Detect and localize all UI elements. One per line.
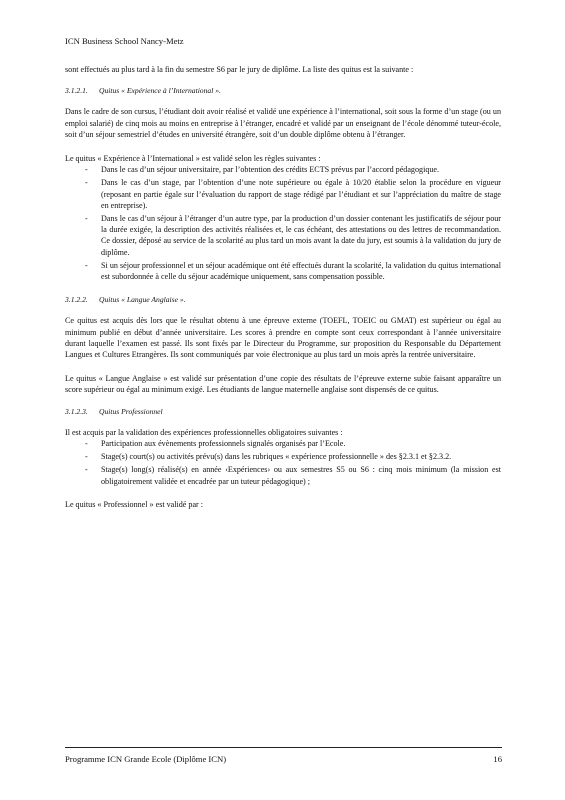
paragraph: Le quitus « Professionnel » est validé par : bbox=[65, 499, 204, 509]
list-item: - Stage(s) court(s) ou activités prévu(s) dans les rubriques « expérience professionnelle » des §2.3.1 et §2.3.2. bbox=[101, 451, 501, 462]
rules-list bbox=[65, 164, 501, 282]
section-number: 3.1.2.3. bbox=[65, 406, 88, 416]
section-title: Quitus « Langue Anglaise ». bbox=[99, 295, 186, 305]
section-number: 3.1.2.2. bbox=[65, 295, 88, 305]
paragraph: Dans le cadre de son cursus, l’étudiant doit avoir réalisé et validé une expérience à l’international, soit sous la forme d’un stage (ou un emploi salarié) de cinq mois au moins en entreprise à l’étranger, encadré et validé par un enseignant de l’école dénommé tuteur-école, soit d’un séjour semestriel d’études en université étrangère, soit d’un double diplôme obtenu à l’étranger. bbox=[65, 107, 501, 139]
footer-program: Programme ICN Grande Ecole (Diplôme ICN) bbox=[65, 754, 227, 764]
page-number: 16 bbox=[493, 754, 502, 764]
paragraph: Le quitus « Expérience à l’International » est validé selon les règles suivantes : bbox=[65, 154, 321, 164]
list-item: - Dans le cas d’un séjour à l’étranger d’un autre type, par la production d’un dossier contenant les justificatifs de séjour pour la durée exigée, la description des activités réalisées et, le cas échéant, des attestations ou des lettres de recommandation. Ce dossier, déposé au service de la scolarité au plus tard un mois avant la date du jury, est soumis à la validation du jury de diplôme. bbox=[101, 213, 501, 258]
list-item: - Participation aux évènements professionnels signalés organisés par l’Ecole. bbox=[101, 438, 501, 449]
paragraph: Le quitus « Langue Anglaise » est validé sur présentation d’une copie des résultats de l’épreuve externe subie faisant apparaître un score supérieur ou égal au minimum exigé. Les étudiants de langue maternelle anglaise sont dispensés de ce quitus. bbox=[65, 374, 501, 395]
section-number: 3.1.2.1. bbox=[65, 86, 88, 96]
paragraph: Ce quitus est acquis dès lors que le résultat obtenu à une épreuve externe (TOEFL, TOEIC ou GMAT) est supérieur ou égal au minimum publié en début d’année universitaire. Les scores à prendre en compte sont ceux correspondant à l’année universitaire durant laquelle l’examen est passé. Ils sont fixés par le Directeur du Programme, sur proposition du Responsable du Département Langues et Cultures Etrangères. Ils sont communiqués par voie électronique au plus tard un mois après la rentrée universitaire. bbox=[65, 316, 501, 360]
paragraph: Il est acquis par la validation des expériences professionnelles obligatoires suivantes : bbox=[65, 427, 343, 437]
page-body bbox=[65, 64, 501, 510]
list-item: - Dans le cas d’un stage, par l’obtention d’une note supérieure ou égale à 10/20 établie selon la procédure en vigueur (reposant en partie égale sur l’évaluation du rapport de stage rédigé par l’étudiant et sur l’appréciation du maître de stage en entreprise). bbox=[101, 177, 501, 211]
list-item: - Dans le cas d’un séjour universitaire, par l’obtention des crédits ECTS prévus par l’accord pédagogique. bbox=[101, 164, 501, 175]
section-heading-international bbox=[65, 85, 501, 96]
professional-list bbox=[65, 438, 501, 487]
footer-divider bbox=[65, 747, 502, 748]
intro-paragraph: sont effectués au plus tard à la fin du semestre S6 par le jury de diplôme. La liste des quitus est la suivante : bbox=[65, 65, 414, 74]
list-item: - Stage(s) long(s) réalisé(s) en année ‹Expériences› ou aux semestres S5 ou S6 : cinq mois minimum (la mission est obligatoirement validée et encadrée par un tuteur pédagogique) ; bbox=[101, 464, 501, 486]
section-heading-professional bbox=[65, 406, 501, 417]
section-title: Quitus « Expérience à l’International ». bbox=[99, 86, 221, 96]
section-heading-english bbox=[65, 294, 501, 305]
page-header: ICN Business School Nancy-Metz bbox=[65, 36, 184, 46]
list-item: - Si un séjour professionnel et un séjour académique ont été effectués durant la scolarité, la validation du quitus international est subordonnée à celle du séjour académique uniquement, sans compensation possible. bbox=[101, 260, 501, 282]
section-title: Quitus Professionnel bbox=[99, 406, 163, 416]
